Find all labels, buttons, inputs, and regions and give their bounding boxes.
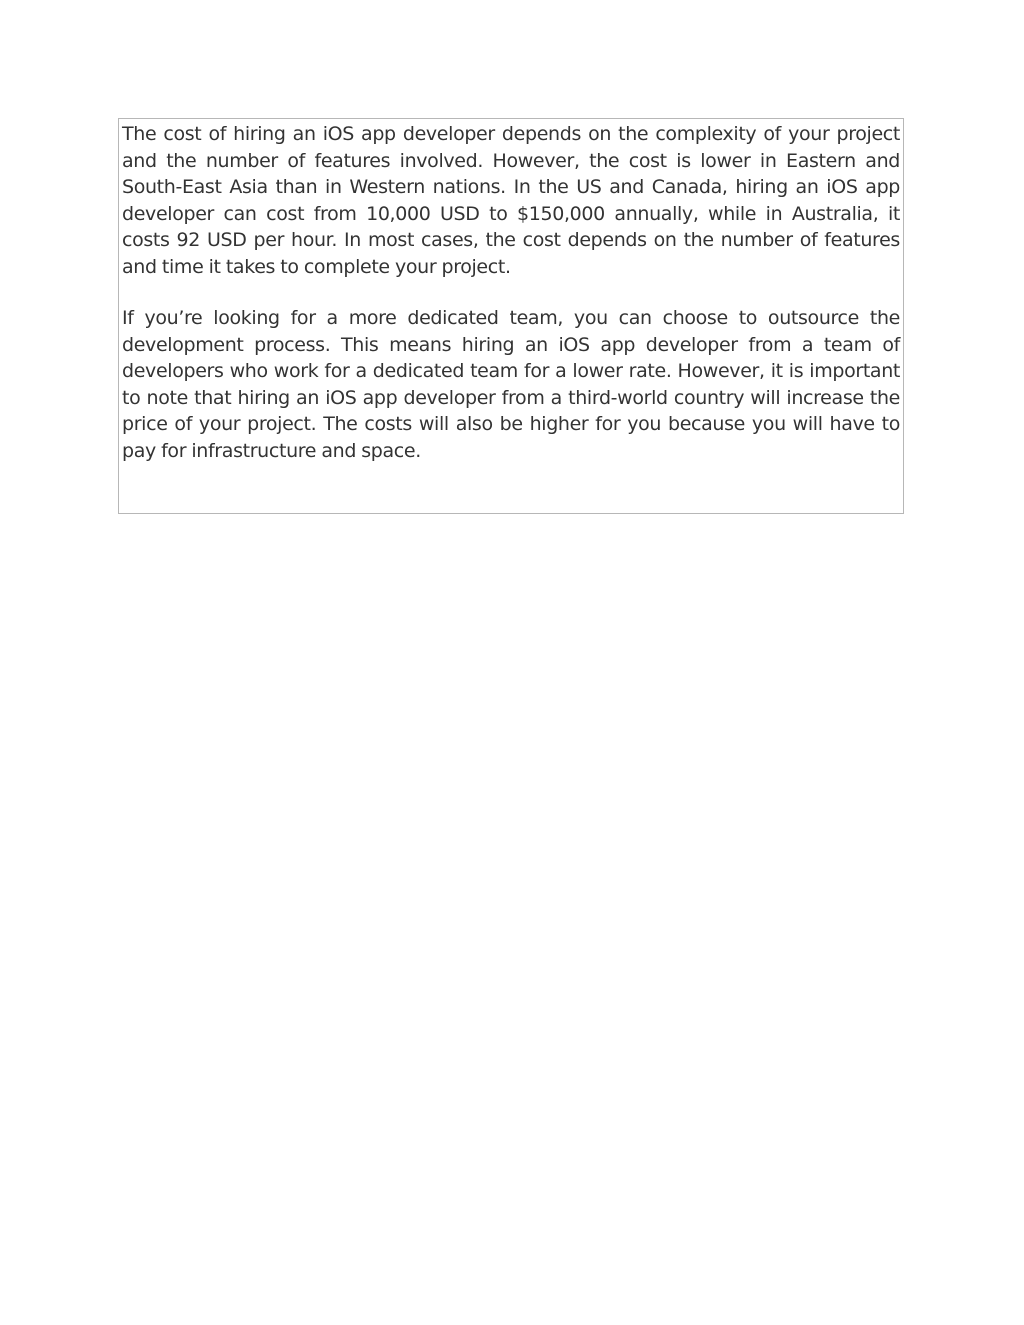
- paragraph-cost-overview: The cost of hiring an iOS app developer depends on the complexity of your project and the number of features involved. However, the cost is lower in Eastern and South-East Asia than in Western nations. In the US and Canada, hiring an iOS app developer can cost from 10,000 USD to $150,000 annually, while in Australia, it costs 92 USD per hour. In most cases, the cost depends on the number of features and time it takes to complete your project.: [122, 123, 900, 278]
- paragraph-outsourcing: If you’re looking for a more dedicated team, you can choose to outsource the development process. This means hiring an iOS app developer from a team of developers who work for a dedicated team for a lower rate. However, it is important to note that hiring an iOS app developer from a third-world country will increase the price of your project. The costs will also be higher for you because you will have to pay for infrastructure and space.: [122, 307, 900, 462]
- text-box: [118, 118, 904, 514]
